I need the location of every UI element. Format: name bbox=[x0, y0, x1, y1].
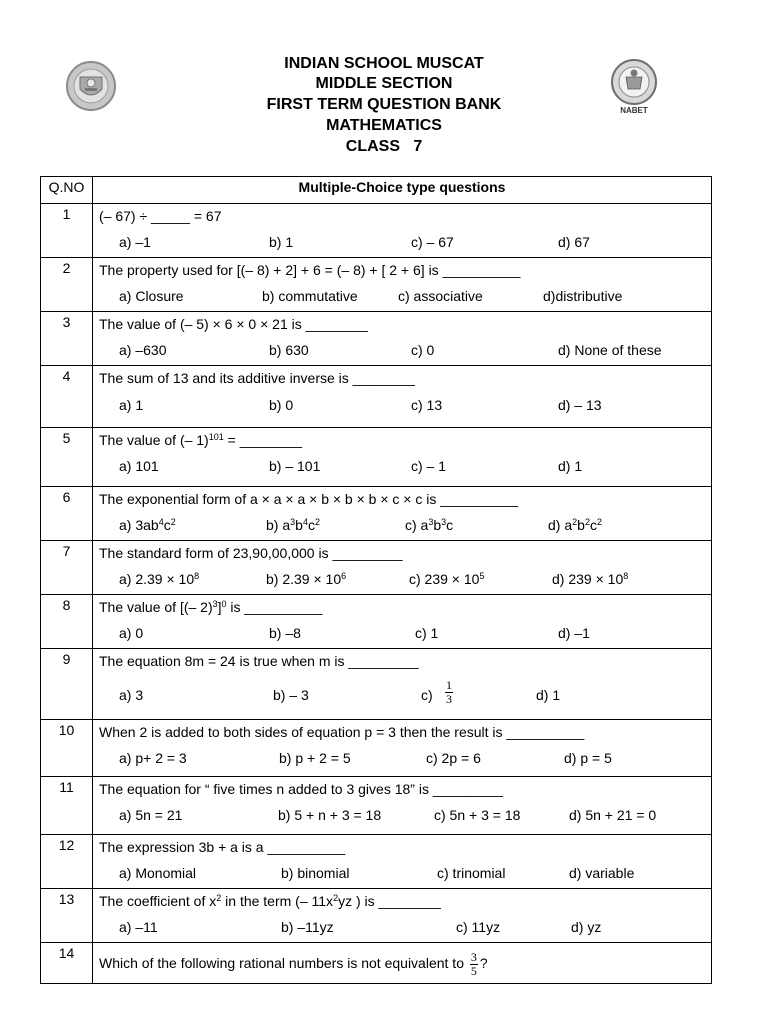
question-number: 12 bbox=[41, 835, 93, 889]
option-a: a) p+ 2 = 3 bbox=[119, 750, 187, 766]
question-row bbox=[41, 204, 712, 258]
question-text: The value of [(– 2)$^3$]$^0$ is __________ bbox=[99, 599, 323, 615]
option-b: b) $a^3b^4c^2$ bbox=[266, 517, 320, 533]
table-header-row bbox=[41, 177, 712, 204]
option-d: d) 1 bbox=[558, 458, 583, 474]
question-number: 1 bbox=[41, 204, 93, 258]
class-label: CLASS 7 bbox=[345, 138, 423, 155]
option-d: d) –1 bbox=[558, 625, 590, 641]
question-number: 3 bbox=[41, 312, 93, 366]
option-d: d) p = 5 bbox=[564, 750, 612, 766]
question-text: The equation for “ five times n added to 3 gives 18” is _________ bbox=[99, 781, 503, 797]
option-b: b) –11yz bbox=[281, 919, 334, 935]
option-b: b) 5 + n + 3 = 18 bbox=[278, 807, 382, 823]
option-d: d) – 13 bbox=[558, 397, 602, 413]
option-d: d) None of these bbox=[558, 342, 662, 358]
question-text: Which of the following rational numbers is not equivalent to $\frac{3}{5}$ ? bbox=[99, 949, 488, 978]
section-name: MIDDLE SECTION bbox=[315, 75, 453, 92]
subject-name: MATHEMATICS bbox=[326, 117, 442, 134]
option-b: b) $2.39 \times 10^6$ bbox=[266, 571, 347, 587]
option-c: c) – 1 bbox=[411, 458, 447, 474]
question-row bbox=[41, 258, 712, 312]
option-c: c) 13 bbox=[411, 397, 443, 413]
question-text: The equation 8m = 24 is true when m is _________ bbox=[99, 653, 419, 669]
option-c: c) 5n + 3 = 18 bbox=[434, 807, 521, 823]
option-c: c) associative bbox=[398, 288, 483, 304]
document-title: FIRST TERM QUESTION BANK bbox=[266, 96, 502, 113]
question-number: 14 bbox=[41, 943, 93, 984]
option-b: b) – 3 bbox=[273, 687, 309, 703]
question-row bbox=[41, 366, 712, 428]
question-row bbox=[41, 889, 712, 943]
question-number: 9 bbox=[41, 649, 93, 720]
question-number: 10 bbox=[41, 720, 93, 777]
option-a: a) –11 bbox=[119, 919, 158, 935]
option-d: d) yz bbox=[571, 919, 602, 935]
option-a: a) 3 bbox=[119, 687, 144, 703]
option-d: d) $a^2b^2c^2$ bbox=[548, 517, 602, 533]
option-c: c) 2p = 6 bbox=[426, 750, 481, 766]
question-number: 7 bbox=[41, 541, 93, 595]
option-c: c) trinomial bbox=[437, 865, 506, 881]
question-text: The property used for [(– 8) + 2] + 6 = (– 8) + [ 2 + 6] is __________ bbox=[99, 262, 521, 278]
question-text: The exponential form of a × a × a × b × b × b × c × c is __________ bbox=[99, 491, 519, 507]
option-c: c) 11yz bbox=[456, 919, 501, 935]
option-a: a) 1 bbox=[119, 397, 144, 413]
question-row bbox=[41, 649, 712, 720]
question-text: The standard form of 23,90,00,000 is _________ bbox=[99, 545, 403, 561]
question-text: (– 67) ÷ _____ = 67 bbox=[99, 208, 222, 224]
option-a: a) –1 bbox=[119, 234, 151, 250]
option-a: a) –630 bbox=[119, 342, 167, 358]
option-c: c) 1 bbox=[415, 625, 439, 641]
option-a: a) $2.39 \times 10^8$ bbox=[119, 571, 200, 587]
question-number: 6 bbox=[41, 487, 93, 541]
fraction-one-third: $\frac{1}{3}$ bbox=[446, 678, 452, 706]
question-row bbox=[41, 312, 712, 366]
question-row bbox=[41, 428, 712, 487]
question-text: The sum of 13 and its additive inverse is ________ bbox=[99, 370, 415, 386]
question-text: When 2 is added to both sides of equation p = 3 then the result is __________ bbox=[99, 724, 585, 740]
option-c: c) 0 bbox=[411, 342, 435, 358]
question-number: 8 bbox=[41, 595, 93, 649]
question-table bbox=[40, 176, 712, 984]
option-d: d) 67 bbox=[558, 234, 590, 250]
option-d: d) $239 \times 10^8$ bbox=[552, 571, 629, 587]
question-number: 13 bbox=[41, 889, 93, 943]
option-a: a) 0 bbox=[119, 625, 144, 641]
option-a: a) Monomial bbox=[119, 865, 197, 881]
question-row bbox=[41, 943, 712, 984]
option-d: d)distributive bbox=[543, 288, 623, 304]
question-number: 4 bbox=[41, 366, 93, 428]
school-name: INDIAN SCHOOL MUSCAT bbox=[284, 55, 484, 72]
option-b: b) –8 bbox=[269, 625, 301, 641]
question-row bbox=[41, 777, 712, 835]
question-number: 2 bbox=[41, 258, 93, 312]
option-b: b) 1 bbox=[269, 234, 294, 250]
question-row bbox=[41, 720, 712, 777]
option-b: b) p + 2 = 5 bbox=[279, 750, 351, 766]
option-b: b) – 101 bbox=[269, 458, 321, 474]
question-row bbox=[41, 541, 712, 595]
question-text: The coefficient of $x^2$ in the term (– $11x^2yz$ ) is ________ bbox=[99, 893, 441, 909]
option-a: a) $3ab^4c^2$ bbox=[119, 517, 176, 533]
col-title-header: Multiple-Choice type questions bbox=[93, 177, 712, 204]
question-number: 11 bbox=[41, 777, 93, 835]
question-text: The value of (– 5) × 6 × 0 × 21 is ________ bbox=[99, 316, 368, 332]
question-number: 5 bbox=[41, 428, 93, 487]
option-a: a) Closure bbox=[119, 288, 184, 304]
nabet-label: NABET bbox=[620, 106, 648, 115]
option-d: d) 1 bbox=[536, 687, 561, 703]
option-c: c) $239 \times 10^5$ bbox=[409, 571, 485, 587]
fraction-three-fifths: $\frac{3}{5}$ bbox=[470, 949, 477, 978]
option-c: c) $a^3b^3c$ bbox=[405, 517, 454, 533]
option-c: c) bbox=[421, 687, 433, 703]
option-d: d) variable bbox=[569, 865, 635, 881]
option-b: b) 0 bbox=[269, 397, 294, 413]
option-c: c) – 67 bbox=[411, 234, 454, 250]
question-row bbox=[41, 595, 712, 649]
option-a: a) 5n = 21 bbox=[119, 807, 183, 823]
question-text: The value of (– 1)$^{101}$ = ________ bbox=[99, 432, 303, 448]
question-row bbox=[41, 487, 712, 541]
option-d: d) 5n + 21 = 0 bbox=[569, 807, 657, 823]
question-row bbox=[41, 835, 712, 889]
option-b: b) binomial bbox=[281, 865, 350, 881]
question-text: The expression 3b + a is a __________ bbox=[99, 839, 346, 855]
col-qno-header: Q.NO bbox=[41, 177, 93, 204]
option-b: b) 630 bbox=[269, 342, 309, 358]
option-a: a) 101 bbox=[119, 458, 159, 474]
option-b: b) commutative bbox=[262, 288, 358, 304]
